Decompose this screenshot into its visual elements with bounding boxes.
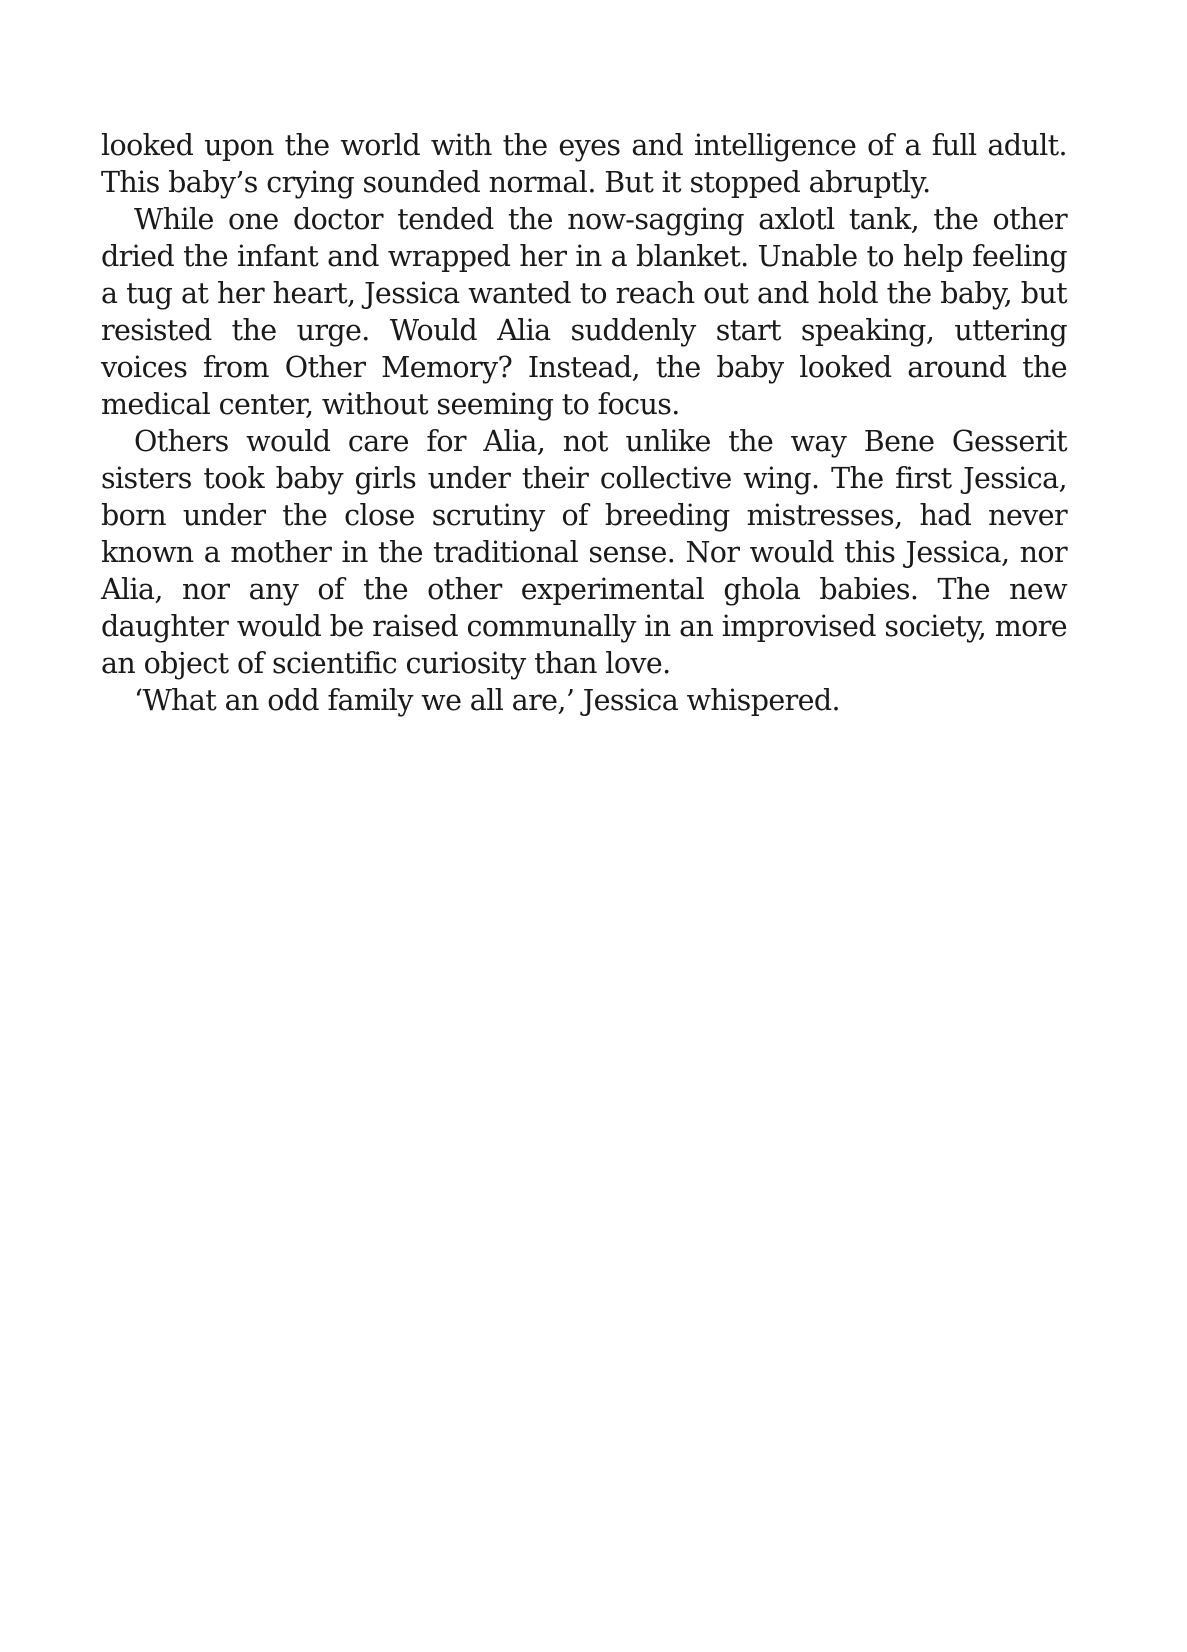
page-body (101, 127, 1067, 719)
paragraph-4: ‘What an odd family we all are,’ Jessica whispered. (134, 684, 841, 717)
paragraph-2: While one doctor tended the now-sagging axlotl tank, the other dried the infant and wrapped her in a blanket. Unable to help feeling a tug at her heart, Jessica wanted to reach out and hold the baby, but resisted the urge. Would Alia suddenly start speaking, uttering voices from Other Memory? Instead, the baby looked around the medical center, without seeming to focus. (101, 203, 1067, 421)
paragraph-1: looked upon the world with the eyes and intelligence of a full adult. This baby’s crying sounded normal. But it stopped abruptly. (101, 129, 1067, 199)
paragraph-3: Others would care for Alia, not unlike the way Bene Gesserit sisters took baby girls under their collective wing. The first Jessica, born under the close scrutiny of breeding mistresses, had never known a mother in the traditional sense. Nor would this Jessica, nor Alia, nor any of the other experimental ghola babies. The new daughter would be raised communally in an improvised society, more an object of scientific curiosity than love. (101, 425, 1067, 680)
